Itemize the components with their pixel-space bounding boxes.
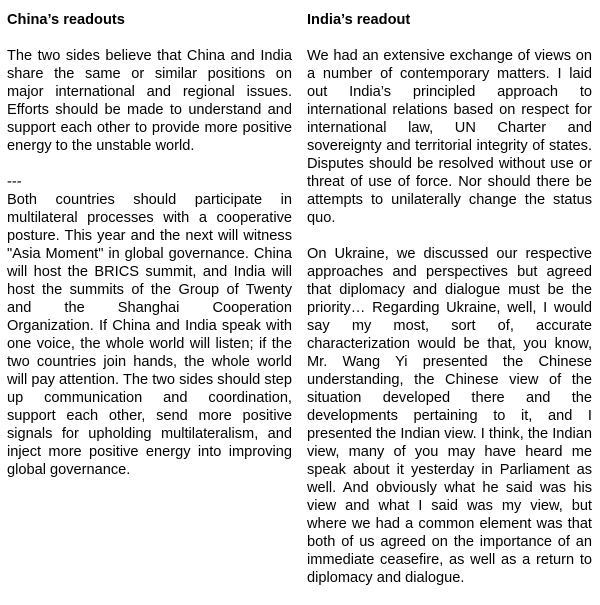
section-separator: --- [7, 174, 22, 190]
india-readout-paragraph-2: On Ukraine, we discussed our respective approaches and perspectives but agreed that diplomacy and dialogue must be the priority… Regarding Ukraine, well, I would say my most, sort of, accurate characterization would be that, you know, Mr. Wang Yi presented the Chinese understanding, the Chinese view of the situation developed there and the developments pertaining to it, and I presented the Indian view. I think, the Indian view, many of you may have heard me speak about it yesterday in Parliament as well. And obviously what he said was his view and what I said was my view, but where we had a common element was that both of us agreed on the importance of an immediate ceasefire, as well as a return to diplomacy and dialogue. [307, 246, 592, 586]
china-readout-heading: China’s readouts [7, 12, 125, 28]
china-readout-column [7, 11, 292, 497]
china-readout-paragraph-2: Both countries should participate in multilateral processes with a cooperative posture. This year and the next will witness "Asia Moment" in global governance. China will host the BRICS summit, and India will host the summits of the Group of Twenty and the Shanghai Cooperation Organization. If China and India speak with one voice, the whole world will listen; if the two countries join hands, the whole world will pay attention. The two sides should step up communication and coordination, support each other, send more positive signals for upholding multilateralism, and inject more positive energy into improving global governance. [7, 192, 292, 478]
india-readout-paragraph-1: We had an extensive exchange of views on a number of contemporary matters. I laid out India’s principled approach to international relations based on respect for international law, UN Charter and sovereignty and territorial integrity of states. Disputes should be resolved without use or threat of use of force. Nor should there be attempts to unilaterally change the status quo. [307, 48, 592, 226]
india-readout-heading: India’s readout [307, 12, 411, 28]
india-readout-column [307, 11, 592, 605]
china-readout-paragraph-1: The two sides believe that China and India share the same or similar positions on major international and regional issues. Efforts should be made to understand and support each other to provide more positive energy to the unstable world. [7, 48, 292, 154]
